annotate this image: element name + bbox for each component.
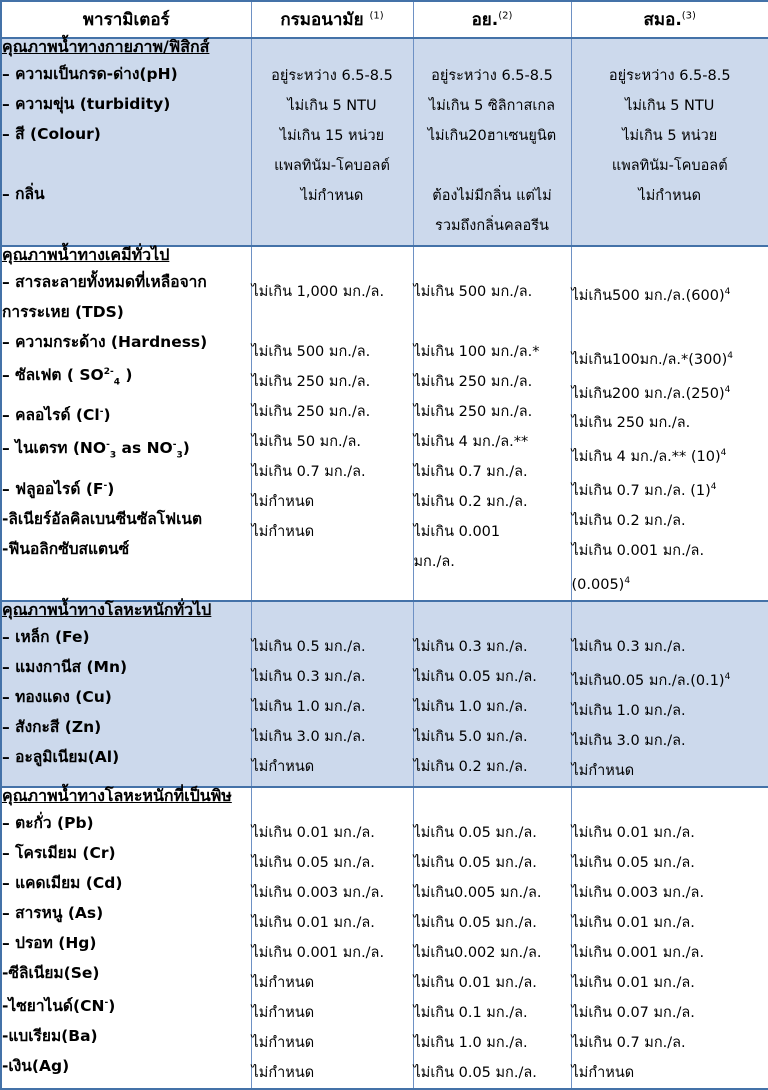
value-cell-line: ไม่กำหนด xyxy=(252,998,413,1028)
value-cell-line: ไม่เกิน 1.0 มก./ล. xyxy=(414,692,571,722)
value-cell-line: ไม่เกิน 0.001 มก./ล. xyxy=(252,938,413,968)
value-spacer xyxy=(414,39,571,61)
value-cell-line: ไม่เกิน 0.7 มก./ล. xyxy=(252,457,413,487)
section-heavy-metals-dept-health-values xyxy=(251,601,413,787)
value-cell-line: ไม่เกิน 3.0 มก./ล. xyxy=(252,722,413,752)
value-cell-line: แพลทินัม-โคบอลต์ xyxy=(252,151,413,181)
value-cell-line: ไม่เกิน 5.0 มก./ล. xyxy=(414,722,571,752)
value-cell-line: ไม่เกิน 0.01 มก./ล. xyxy=(572,968,768,998)
parameter-label: -ลิเนียร์อัลคิลเบนซีนซัลโฟเนต xyxy=(2,504,251,534)
value-cell-line: ไม่เกิน 0.7 มก./ล. xyxy=(572,1028,768,1058)
parameter-label: – อะลูมิเนียม(Al) xyxy=(2,742,251,772)
section-chemical-parameters xyxy=(1,246,251,601)
section-toxic-metals-fda-values xyxy=(413,787,571,1089)
value-spacer xyxy=(252,247,413,277)
value-cell-line: ไม่เกิน 0.01 มก./ล. xyxy=(252,908,413,938)
parameter-label: – คลอไรด์ (Cl-) xyxy=(2,397,251,430)
parameter-label: – โครเมียม (Cr) xyxy=(2,838,251,868)
parameter-label: -เงิน(Ag) xyxy=(2,1051,251,1081)
table-row xyxy=(1,601,768,787)
parameter-label xyxy=(2,149,251,179)
value-spacer xyxy=(252,788,413,818)
header-dept-health-sup: (1) xyxy=(369,10,383,21)
section-chemical-tisi-values xyxy=(571,246,768,601)
section-heavy-metals-parameters xyxy=(1,601,251,787)
value-cell-line: ไม่เกิน 0.001 มก./ล. xyxy=(572,938,768,968)
value-cell-line: ไม่เกิน 0.05 มก./ล. xyxy=(572,848,768,878)
value-cell-line: ต้องไม่มีกลิ่น แต่ไม่ xyxy=(414,181,571,211)
parameter-label: -ฟีนอลิกซับสแตนซ์ xyxy=(2,534,251,564)
value-cell-line: ไม่เกิน 0.07 มก./ล. xyxy=(572,998,768,1028)
value-cell-line: ไม่เกิน 1.0 มก./ล. xyxy=(572,696,768,726)
value-cell-line: ไม่กำหนด xyxy=(572,181,768,211)
table-row xyxy=(1,246,768,601)
section-toxic-metals-dept-health-values xyxy=(251,787,413,1089)
parameter-label: -แบเรียม(Ba) xyxy=(2,1021,251,1051)
value-cell-line: ไม่เกิน500 มก./ล$.(600)^4$ xyxy=(572,277,768,311)
parameter-label: – กลิ่น xyxy=(2,179,251,209)
header-parameter xyxy=(1,1,251,38)
value-cell-line: ไม่เกิน 0.01 มก./ล. xyxy=(572,908,768,938)
value-cell-line: ไม่เกิน 3.0 มก./ล. xyxy=(572,726,768,756)
value-cell-line: ไม่เกิน 1.0 มก./ล. xyxy=(252,692,413,722)
value-cell-line: ไม่เกิน 250 มก./ล. xyxy=(414,397,571,427)
value-cell-line xyxy=(414,307,571,337)
value-cell-line: ไม่เกิน 0.05 มก./ล. xyxy=(252,848,413,878)
value-cell-line: อยู่ระหว่าง 6.5-8.5 xyxy=(414,61,571,91)
value-cell-line: อยู่ระหว่าง 6.5-8.5 xyxy=(252,61,413,91)
parameter-label: – สี (Colour) xyxy=(2,119,251,149)
value-cell-line: ไม่เกิน 250 มก./ล. xyxy=(252,367,413,397)
header-fda xyxy=(413,1,571,38)
value-cell-line: อยู่ระหว่าง 6.5-8.5 xyxy=(572,61,768,91)
value-cell-line: มก./ล. xyxy=(414,547,571,577)
value-cell-line: ไม่เกิน 5 ซิลิกาสเกล xyxy=(414,91,571,121)
value-cell-line: ไม่เกิน 0.003 มก./ล. xyxy=(572,878,768,908)
value-cell-line: ไม่กำหนด xyxy=(252,487,413,517)
value-cell-line xyxy=(572,311,768,341)
value-cell-line: ไม่เกิน 5 หน่วย xyxy=(572,121,768,151)
value-cell-line: ไม่เกิน 250 มก./ล. xyxy=(252,397,413,427)
parameter-label: การระเหย (TDS) xyxy=(2,297,251,327)
value-spacer xyxy=(414,602,571,632)
value-cell-line: ไม่เกิน20ฮาเซนยูนิต xyxy=(414,121,571,151)
value-cell-line: ไม่เกิน 0.01 มก./ล. xyxy=(414,968,571,998)
parameter-label: – ฟลูออไรด์ (F-) xyxy=(2,471,251,504)
table-header xyxy=(1,1,768,38)
section-toxic-metals-tisi-values xyxy=(571,787,768,1089)
header-fda-label: อย. xyxy=(472,10,499,30)
section-chemical-fda-values xyxy=(413,246,571,601)
value-spacer xyxy=(572,247,768,277)
parameter-label: – แคดเมียม (Cd) xyxy=(2,868,251,898)
value-cell-line: ไม่เกิน 0.001 มก./ล. xyxy=(572,536,768,566)
value-cell-line: ไม่เกิน0.002 มก./ล. xyxy=(414,938,571,968)
header-tisi xyxy=(571,1,768,38)
parameter-label: – ซัลเฟต ( $SO^{2-}_4$ ) xyxy=(2,357,251,397)
header-fda-sup: (2) xyxy=(498,10,512,21)
value-cell-line: ไม่เกิน 100 มก./ล.* xyxy=(414,337,571,367)
value-cell-line: ไม่เกิน 0.05 มก./ล. xyxy=(414,818,571,848)
value-cell-line: ไม่เกิน 0.01 มก./ล. xyxy=(572,818,768,848)
value-cell-line: ไม่เกิน 1,000 มก./ล. xyxy=(252,277,413,307)
parameter-label: – สารหนู (As) xyxy=(2,898,251,928)
value-cell-line: ไม่เกิน 0.2 มก./ล. xyxy=(414,752,571,782)
value-cell-line: ไม่เกิน 0.003 มก./ล. xyxy=(252,878,413,908)
value-cell-line: ไม่เกิน 4 มก./ล.** xyxy=(414,427,571,457)
value-cell-line: ไม่เกิน 0.7 มก./ล. xyxy=(414,457,571,487)
parameter-label: – แมงกานีส (Mn) xyxy=(2,652,251,682)
value-cell-line: ไม่เกิน 1.0 มก./ล. xyxy=(414,1028,571,1058)
parameter-label: – ความขุ่น (turbidity) xyxy=(2,89,251,119)
value-cell-line: ไม่เกิน 0.3 มก./ล. xyxy=(572,632,768,662)
value-cell-line: ไม่เกิน 0.05 มก./ล. xyxy=(414,1058,571,1088)
parameter-label: – ไนเตรท ($NO^-_3$ as $NO^-_3$) xyxy=(2,430,251,470)
value-cell-line: ไม่เกิน 5 NTU xyxy=(572,91,768,121)
table-row xyxy=(1,38,768,246)
value-cell-line: ไม่กำหนด xyxy=(252,968,413,998)
value-cell-line: ไม่เกิน 0.2 มก./ล. xyxy=(572,506,768,536)
value-cell-line: ไม่กำหนด xyxy=(572,1058,768,1088)
value-cell-line: ไม่เกิน 0.05 มก./ล. xyxy=(414,908,571,938)
header-tisi-sup: (3) xyxy=(682,10,696,21)
value-cell-line: $(0.005)^4$ xyxy=(572,566,768,600)
value-cell-line: ไม่เกิน200 มก./ล$.(250)^4$ xyxy=(572,375,768,409)
value-cell-line: ไม่เกิน 0.001 xyxy=(414,517,571,547)
value-cell-line: ไม่เกิน 0.7 มก./ล. $(1)^4$ xyxy=(572,472,768,506)
value-cell-line xyxy=(252,307,413,337)
parameter-label: – เหล็ก (Fe) xyxy=(2,622,251,652)
header-tisi-label: สมอ. xyxy=(644,10,682,30)
header-dept-health xyxy=(251,1,413,38)
table-row xyxy=(1,787,768,1089)
value-cell-line: ไม่เกิน 0.1 มก./ล. xyxy=(414,998,571,1028)
header-dept-health-label: กรมอนามัย xyxy=(280,10,363,30)
value-spacer xyxy=(572,788,768,818)
value-spacer xyxy=(572,602,768,632)
value-spacer xyxy=(252,39,413,61)
header-row xyxy=(1,1,768,38)
parameter-label: -ซีลิเนียม(Se) xyxy=(2,958,251,988)
section-physical-fda-values xyxy=(413,38,571,246)
value-cell-line: ไม่เกิน 0.05 มก./ล. xyxy=(414,662,571,692)
value-cell-line: ไม่เกิน0.005 มก./ล. xyxy=(414,878,571,908)
value-cell-line: ไม่กำหนด xyxy=(252,1028,413,1058)
section-physical-title: คุณภาพน้ำทางกายภาพ/ฟิสิกส์ xyxy=(2,39,251,55)
value-cell-line: ไม่เกิน 4 มก./ล.** $(10)^4$ xyxy=(572,438,768,472)
parameter-label: – สารละลายทั้งหมดที่เหลือจาก xyxy=(2,267,251,297)
value-cell-line: ไม่เกิน 50 มก./ล. xyxy=(252,427,413,457)
value-cell-line: ไม่เกิน 0.01 มก./ล. xyxy=(252,818,413,848)
value-cell-line: ไม่เกิน 500 มก./ล. xyxy=(252,337,413,367)
value-spacer xyxy=(572,39,768,61)
parameter-label: – สังกะสี (Zn) xyxy=(2,712,251,742)
parameter-label: – ตะกั่ว (Pb) xyxy=(2,808,251,838)
value-cell-line: ไม่เกิน 250 มก./ล. xyxy=(414,367,571,397)
table-body xyxy=(1,38,768,1089)
value-cell-line: ไม่กำหนด xyxy=(252,752,413,782)
value-cell-line: ไม่เกิน 0.5 มก./ล. xyxy=(252,632,413,662)
section-toxic-metals-parameters xyxy=(1,787,251,1089)
parameter-label: – ทองแดง (Cu) xyxy=(2,682,251,712)
value-cell-line: ไม่เกิน100มก./ล$.*(300)^4$ xyxy=(572,341,768,375)
parameter-label: – ความเป็นกรด-ด่าง(pH) xyxy=(2,59,251,89)
value-cell-line xyxy=(414,151,571,181)
section-toxic-metals-title: คุณภาพน้ำทางโลหะหนักที่เป็นพิษ xyxy=(2,788,251,804)
section-physical-tisi-values xyxy=(571,38,768,246)
value-cell-line: ไม่กำหนด xyxy=(252,1058,413,1088)
value-cell-line: ไม่เกิน 500 มก./ล. xyxy=(414,277,571,307)
parameter-label: – ความกระด้าง (Hardness) xyxy=(2,327,251,357)
value-cell-line: ไม่กำหนด xyxy=(252,181,413,211)
section-chemical-dept-health-values xyxy=(251,246,413,601)
parameter-label: – ปรอท (Hg) xyxy=(2,928,251,958)
value-cell-line: ไม่เกิน 0.3 มก./ล. xyxy=(414,632,571,662)
value-cell-line: ไม่เกิน 5 NTU xyxy=(252,91,413,121)
value-cell-line: ไม่เกิน 250 มก./ล. xyxy=(572,408,768,438)
value-cell-line: ไม่กำหนด xyxy=(572,756,768,786)
value-cell-line: ไม่กำหนด xyxy=(252,517,413,547)
value-spacer xyxy=(414,247,571,277)
section-physical-dept-health-values xyxy=(251,38,413,246)
value-cell-line: ไม่เกิน 15 หน่วย xyxy=(252,121,413,151)
parameter-label: -ไซยาไนด์(CN-) xyxy=(2,988,251,1021)
section-heavy-metals-tisi-values xyxy=(571,601,768,787)
value-spacer xyxy=(252,602,413,632)
section-chemical-title: คุณภาพน้ำทางเคมีทั่วไป xyxy=(2,247,251,263)
value-spacer xyxy=(414,788,571,818)
value-cell-line: ไม่เกิน 0.3 มก./ล. xyxy=(252,662,413,692)
value-cell-line: ไม่เกิน 0.05 มก./ล. xyxy=(414,848,571,878)
section-heavy-metals-title: คุณภาพน้ำทางโลหะหนักทั่วไป xyxy=(2,602,251,618)
value-cell-line: ไม่เกิน0.05 มก./ล$.(0.1)^4$ xyxy=(572,662,768,696)
header-parameter-label: พารามิเตอร์ xyxy=(83,10,170,30)
section-heavy-metals-fda-values xyxy=(413,601,571,787)
value-cell-line: รวมถึงกลิ่นคลอรีน xyxy=(414,211,571,241)
value-cell-line: ไม่เกิน 0.2 มก./ล. xyxy=(414,487,571,517)
section-physical-parameters xyxy=(1,38,251,246)
value-cell-line: แพลทินัม-โคบอลต์ xyxy=(572,151,768,181)
